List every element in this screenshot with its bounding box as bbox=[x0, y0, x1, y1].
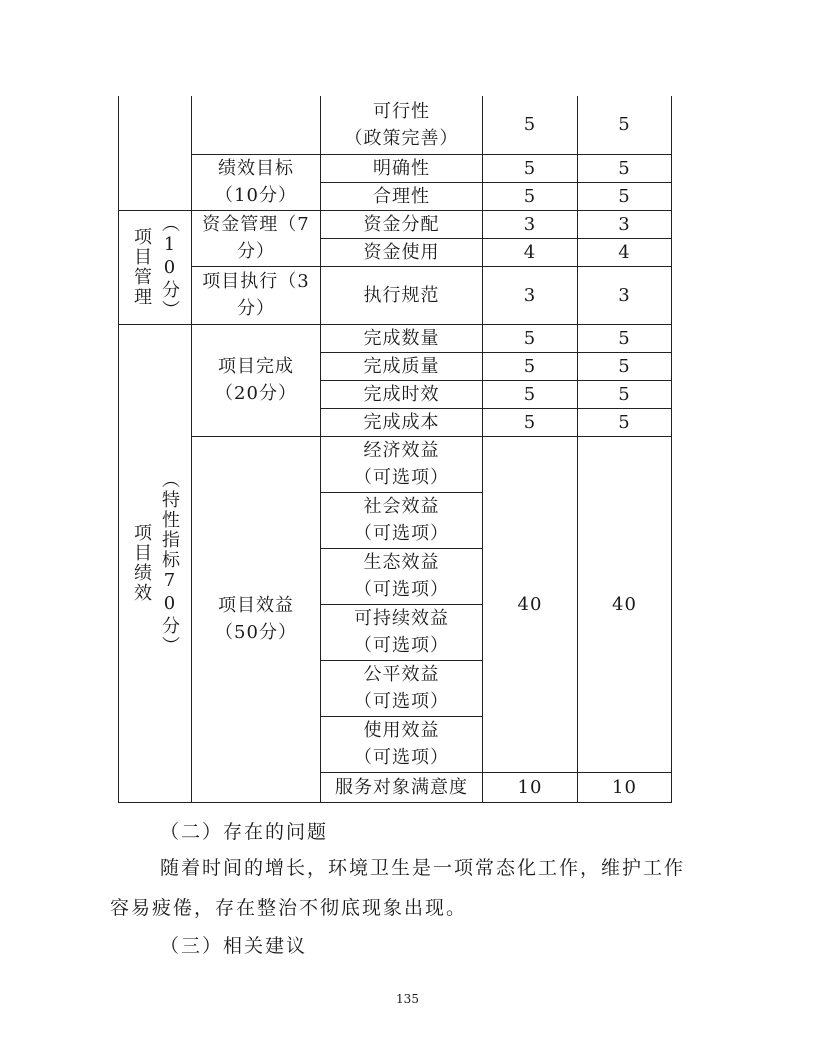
category-score: （特性指标70分） bbox=[159, 470, 180, 656]
metric-cell: 完成质量 bbox=[321, 352, 483, 380]
metric-cell bbox=[321, 436, 483, 492]
paragraph-line: 容易疲倦，存在整治不彻底现象出现。 bbox=[110, 897, 468, 919]
subcategory-score: （20分） bbox=[215, 383, 297, 404]
weight-cell: 3 bbox=[483, 266, 578, 324]
table-row bbox=[119, 436, 672, 492]
table-row bbox=[119, 210, 672, 238]
metric-note: （可选项） bbox=[354, 635, 449, 656]
score-cell: 3 bbox=[578, 266, 672, 324]
weight-cell: 5 bbox=[483, 408, 578, 436]
category-cell-continued bbox=[119, 96, 192, 210]
subcategory-cell bbox=[192, 324, 321, 436]
metric-cell bbox=[321, 548, 483, 604]
metric-note: （可选项） bbox=[354, 467, 449, 488]
category-cell bbox=[119, 324, 192, 802]
subcategory-cell-continued bbox=[192, 96, 321, 154]
weight-cell: 5 bbox=[483, 154, 578, 182]
subcategory-cell bbox=[192, 210, 321, 266]
subcategory-name: 项目执行（3 bbox=[202, 271, 310, 292]
metric-cell bbox=[321, 492, 483, 548]
category-cell bbox=[119, 210, 192, 324]
category-score: （10分） bbox=[159, 214, 180, 320]
weight-cell: 40 bbox=[483, 436, 578, 772]
category-name: 项目管理 bbox=[131, 227, 152, 307]
category-name: 项目绩效 bbox=[131, 523, 152, 603]
evaluation-table bbox=[118, 96, 672, 803]
metric-cell bbox=[321, 660, 483, 716]
weight-cell: 3 bbox=[483, 210, 578, 238]
subcategory-score: （50分） bbox=[215, 622, 297, 643]
score-cell: 5 bbox=[578, 408, 672, 436]
metric-cell bbox=[321, 716, 483, 772]
score-cell: 3 bbox=[578, 210, 672, 238]
table-row bbox=[119, 96, 672, 154]
section-heading-suggestions: （三）相关建议 bbox=[160, 935, 308, 957]
paragraph-line: 随着时间的增长，环境卫生是一项常态化工作，维护工作 bbox=[160, 857, 686, 879]
section-heading-issues: （二）存在的问题 bbox=[160, 821, 329, 843]
weight-cell: 5 bbox=[483, 380, 578, 408]
weight-cell: 5 bbox=[483, 96, 578, 154]
metric-note: （政策完善） bbox=[344, 127, 459, 149]
subcategory-name: 项目效益 bbox=[218, 595, 294, 616]
metric-name: 使用效益 bbox=[363, 720, 440, 741]
metric-note: （可选项） bbox=[354, 579, 449, 600]
score-cell: 5 bbox=[578, 96, 672, 154]
subcategory-cell bbox=[192, 266, 321, 324]
subcategory-score: （10分） bbox=[215, 185, 297, 206]
score-cell: 5 bbox=[578, 324, 672, 352]
subcategory-score: 分） bbox=[237, 241, 275, 262]
metric-cell: 合理性 bbox=[321, 182, 483, 210]
metric-name: 公平效益 bbox=[363, 664, 440, 685]
metric-cell: 资金分配 bbox=[321, 210, 483, 238]
metric-note: （可选项） bbox=[354, 691, 449, 712]
weight-cell: 10 bbox=[483, 772, 578, 802]
score-cell: 5 bbox=[578, 182, 672, 210]
metric-cell: 服务对象满意度 bbox=[321, 772, 483, 802]
metric-cell: 资金使用 bbox=[321, 238, 483, 266]
metric-cell: 明确性 bbox=[321, 154, 483, 182]
score-cell: 10 bbox=[578, 772, 672, 802]
metric-cell bbox=[321, 96, 483, 154]
weight-cell: 5 bbox=[483, 324, 578, 352]
metric-cell: 完成数量 bbox=[321, 324, 483, 352]
weight-cell: 5 bbox=[483, 352, 578, 380]
metric-cell: 完成成本 bbox=[321, 408, 483, 436]
metric-name: 生态效益 bbox=[363, 552, 440, 573]
subcategory-cell bbox=[192, 154, 321, 210]
score-cell: 5 bbox=[578, 154, 672, 182]
metric-note: （可选项） bbox=[354, 747, 449, 768]
subcategory-name: 资金管理（7 bbox=[202, 214, 310, 235]
subcategory-cell bbox=[192, 436, 321, 802]
metric-name: 可行性 bbox=[373, 100, 430, 122]
subcategory-score: 分） bbox=[237, 298, 275, 319]
metric-cell: 执行规范 bbox=[321, 266, 483, 324]
score-cell: 4 bbox=[578, 238, 672, 266]
metric-name: 经济效益 bbox=[363, 440, 440, 461]
metric-cell bbox=[321, 604, 483, 660]
metric-cell: 完成时效 bbox=[321, 380, 483, 408]
table-row bbox=[119, 154, 672, 182]
metric-note: （可选项） bbox=[354, 523, 449, 544]
weight-cell: 5 bbox=[483, 182, 578, 210]
score-cell: 40 bbox=[578, 436, 672, 772]
metric-name: 社会效益 bbox=[363, 496, 440, 517]
table-row bbox=[119, 266, 672, 324]
metric-name: 可持续效益 bbox=[354, 608, 449, 629]
table-row bbox=[119, 324, 672, 352]
score-cell: 5 bbox=[578, 352, 672, 380]
weight-cell: 4 bbox=[483, 238, 578, 266]
subcategory-name: 绩效目标 bbox=[218, 158, 294, 179]
page-number: 135 bbox=[396, 992, 419, 1006]
score-cell: 5 bbox=[578, 380, 672, 408]
subcategory-name: 项目完成 bbox=[218, 356, 294, 377]
